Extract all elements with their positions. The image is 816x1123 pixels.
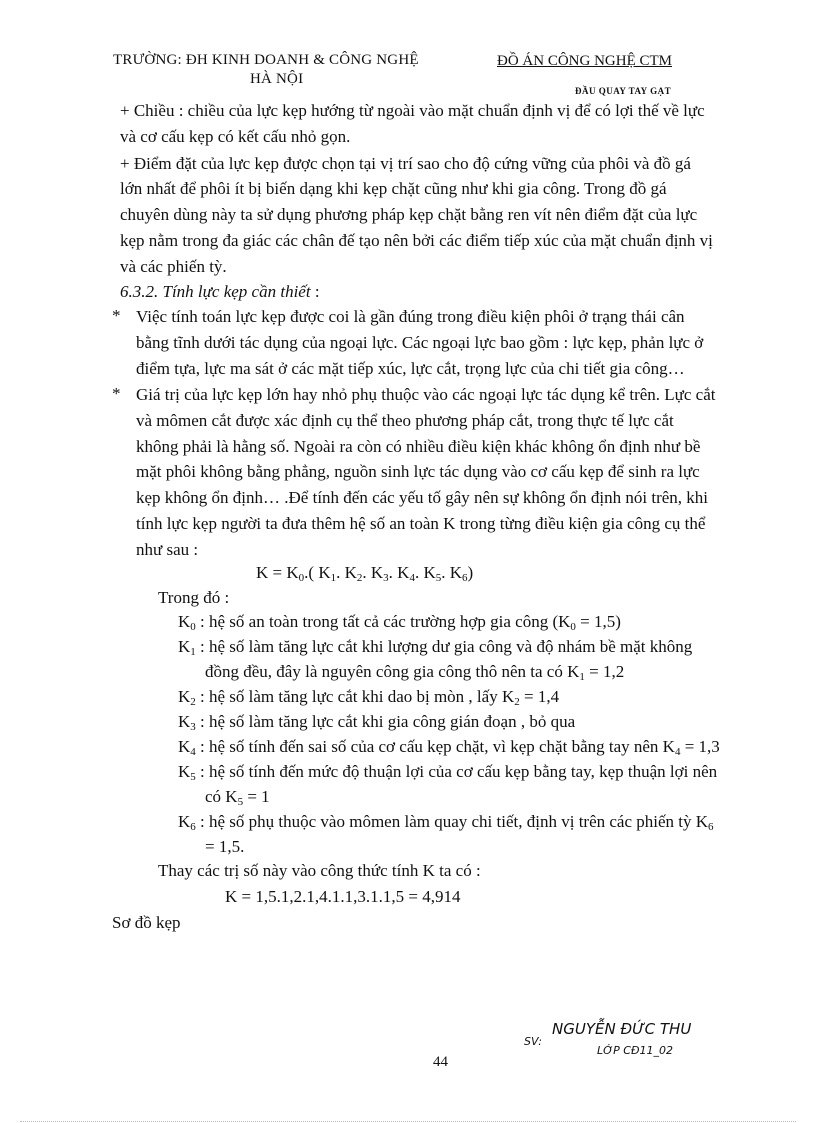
section-heading-title: 6.3.2. Tính lực kẹp cần thiết xyxy=(120,282,311,301)
text-line: Giá trị của lực kẹp lớn hay nhỏ phụ thuộc vào các ngoại lực tác dụng kể trên. Lực cắt xyxy=(136,385,716,404)
text-line: + Chiều : chiều của lực kẹp hướng từ ngoài vào mặt chuẩn định vị để có lợi thế về lực xyxy=(120,101,705,120)
header-school-line1: TRƯỜNG: ĐH KINH DOANH & CÔNG NGHỆ xyxy=(113,52,419,68)
footer-student-name: NGUYỄN ĐỨC THU xyxy=(552,1020,692,1038)
header-project-subtitle: ĐẦU QUAY TAY GẠT xyxy=(575,86,672,96)
header-school-line2: HÀ NỘI xyxy=(250,71,304,87)
text-line: và mômen cắt được xác định cụ thể theo phương pháp cắt, trong thực tế lực cắt xyxy=(136,411,674,430)
footer-class-label: LỚP CĐ11_02 xyxy=(597,1044,674,1057)
formula-result: K = 1,5.1,2.1,4.1.1,3.1.1,5 = 4,914 xyxy=(225,887,461,906)
bullet-marker: * xyxy=(112,384,121,403)
text-line: tính lực kẹp người ta đưa thêm hệ số an toàn K trong từng điều kiện gia công cụ thể xyxy=(136,514,706,533)
coef-k1: $K_1$ : hệ số làm tăng lực cắt khi lượng dư gia công và độ nhám bề mặt không xyxy=(178,637,693,658)
bullet-marker: * xyxy=(112,306,121,325)
coef-k1-cont: đồng đều, đây là nguyên công gia công thô nên ta có $K_1 = 1,2$ xyxy=(205,662,625,683)
text-line: mặt phôi không bằng phẳng, nguồn sinh lực tác dụng vào cơ cấu kẹp để sinh ra lực xyxy=(136,462,700,481)
text-line: lớn nhất để phôi ít bị biến dạng khi kẹp chặt cũng như khi gia công. Trong đồ gá xyxy=(120,179,667,198)
coef-k5: $K_5$ : hệ số tính đến mức độ thuận lợi của cơ cấu kẹp bằng tay, kẹp thuận lợi nên xyxy=(178,762,718,783)
text-line: Việc tính toán lực kẹp được coi là gần đúng trong điều kiện phôi ở trạng thái cân xyxy=(136,307,685,326)
text-line: không phải là hằng số. Ngoài ra còn có nhiều điều kiện khác không ổn định như bề xyxy=(136,437,701,456)
footer-sv-label: SV: xyxy=(524,1035,542,1048)
section-heading xyxy=(120,279,320,304)
substitute-line: Thay các trị số này vào công thức tính K ta có : xyxy=(158,861,481,880)
text-line: kẹp không ổn định… .Để tính đến các yếu tố gây nên sự không ổn định nói trên, khi xyxy=(136,488,709,507)
coef-k2: $K_2$ : hệ số làm tăng lực cắt khi dao bị mòn , lấy $K_2 = 1,4$ xyxy=(178,687,560,708)
section-heading-colon: : xyxy=(310,282,320,301)
coef-k5-cont: có $K_5 = 1$ xyxy=(205,787,270,808)
page-bottom-divider xyxy=(20,1121,796,1122)
text-line: và cơ cấu kẹp có kết cấu nhỏ gọn. xyxy=(120,127,351,146)
header-project-title: ĐỒ ÁN CÔNG NGHỆ CTM xyxy=(497,53,672,69)
text-line: kẹp nằm trong đa giác các chân đế tạo nên bởi các điểm tiếp xúc của mặt chuẩn định vị xyxy=(120,231,713,250)
coef-k4: $K_4$ : hệ số tính đến sai số của cơ cấu kẹp chặt, vì kẹp chặt bằng tay nên $K_4 = 1,3$ xyxy=(178,737,720,758)
text-line: + Điểm đặt của lực kẹp được chọn tại vị trí sao cho độ cứng vững của phôi và đồ gá xyxy=(120,154,691,173)
text-line: điểm tựa, lực ma sát ở các mặt tiếp xúc, lực cắt, trọng lực của chi tiết gia công… xyxy=(136,359,685,378)
text-line: bằng tĩnh dưới tác dụng của ngoại lực. Các ngoại lực bao gồm : lực kẹp, phản lực ở xyxy=(136,333,704,352)
formula-main: $K = K_0$.( $K_1$. $K_2$. $K_3$. $K_4$. $K_5$. $K_6$) xyxy=(256,563,474,584)
diagram-label: Sơ đồ kẹp xyxy=(112,913,181,932)
coef-k6-cont: = 1,5. xyxy=(205,837,245,856)
text-line: như sau : xyxy=(136,540,199,559)
coef-k6: $K_6$ : hệ số phụ thuộc vào mômen làm quay chi tiết, định vị trên các phiến tỳ $K_6$ xyxy=(178,812,714,833)
coef-k0: $K_0$ : hệ số an toàn trong tất cả các trường hợp gia công $(K_0 = 1,5)$ xyxy=(178,612,621,633)
where-label: Trong đó : xyxy=(158,588,230,607)
coef-k3: $K_3$ : hệ số làm tăng lực cắt khi gia công gián đoạn , bỏ qua xyxy=(178,712,576,733)
page-number: 44 xyxy=(433,1054,448,1070)
text-line: chuyên dùng này ta sử dụng phương pháp kẹp chặt bằng ren vít nên điểm đặt của lực xyxy=(120,205,698,224)
text-line: và các phiến tỳ. xyxy=(120,257,227,276)
